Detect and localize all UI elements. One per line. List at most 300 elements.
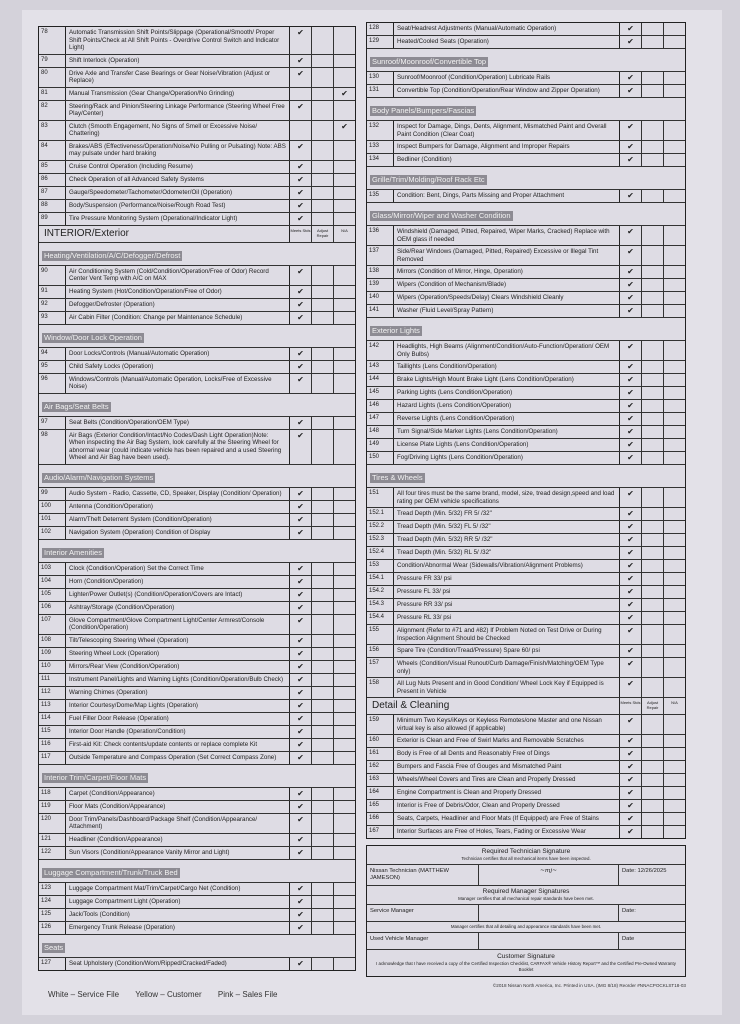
checkbox-na[interactable]	[334, 700, 355, 712]
checkbox-adjust[interactable]	[312, 286, 334, 298]
checkbox-meets[interactable]	[620, 23, 642, 35]
checkbox-na[interactable]	[664, 452, 685, 464]
checkbox-adjust[interactable]	[642, 761, 664, 773]
checkbox-meets[interactable]	[290, 348, 312, 360]
checkbox-adjust[interactable]	[312, 896, 334, 908]
checkbox-na[interactable]	[334, 883, 355, 895]
checkbox-meets[interactable]	[620, 246, 642, 265]
checkbox-meets[interactable]	[290, 417, 312, 429]
checkbox-meets[interactable]	[290, 55, 312, 67]
checkbox-meets[interactable]	[620, 735, 642, 747]
checkbox-meets[interactable]	[290, 299, 312, 311]
checkbox-meets[interactable]	[290, 648, 312, 660]
checkbox-na[interactable]	[664, 715, 685, 734]
checkbox-na[interactable]	[664, 774, 685, 786]
checkbox-meets[interactable]	[290, 430, 312, 464]
checkbox-adjust[interactable]	[642, 36, 664, 48]
checkbox-adjust[interactable]	[642, 266, 664, 278]
checkbox-meets[interactable]	[290, 101, 312, 120]
checkbox-na[interactable]	[664, 246, 685, 265]
checkbox-na[interactable]	[664, 547, 685, 559]
checkbox-meets[interactable]	[290, 635, 312, 647]
checkbox-meets[interactable]	[620, 387, 642, 399]
checkbox-adjust[interactable]	[642, 560, 664, 572]
technician-signature-field[interactable]: ~mj~	[479, 865, 619, 885]
checkbox-adjust[interactable]	[312, 27, 334, 54]
checkbox-adjust[interactable]	[312, 374, 334, 393]
checkbox-adjust[interactable]	[642, 121, 664, 140]
checkbox-na[interactable]	[664, 36, 685, 48]
checkbox-meets[interactable]	[620, 141, 642, 153]
checkbox-meets[interactable]	[620, 72, 642, 84]
checkbox-meets[interactable]	[620, 190, 642, 202]
checkbox-na[interactable]	[334, 430, 355, 464]
checkbox-na[interactable]	[664, 305, 685, 317]
checkbox-na[interactable]	[334, 286, 355, 298]
checkbox-na[interactable]	[664, 23, 685, 35]
checkbox-na[interactable]	[334, 739, 355, 751]
checkbox-adjust[interactable]	[642, 813, 664, 825]
checkbox-adjust[interactable]	[312, 348, 334, 360]
checkbox-meets[interactable]	[290, 615, 312, 634]
checkbox-na[interactable]	[664, 800, 685, 812]
checkbox-meets[interactable]	[290, 713, 312, 725]
checkbox-adjust[interactable]	[312, 847, 334, 859]
checkbox-meets[interactable]	[620, 761, 642, 773]
checkbox-na[interactable]	[334, 576, 355, 588]
checkbox-meets[interactable]	[620, 534, 642, 546]
checkbox-meets[interactable]	[620, 678, 642, 697]
checkbox-na[interactable]	[334, 814, 355, 833]
checkbox-meets[interactable]	[620, 361, 642, 373]
checkbox-adjust[interactable]	[642, 748, 664, 760]
checkbox-adjust[interactable]	[312, 430, 334, 464]
checkbox-meets[interactable]	[620, 439, 642, 451]
checkbox-na[interactable]	[664, 748, 685, 760]
checkbox-adjust[interactable]	[312, 834, 334, 846]
checkbox-adjust[interactable]	[642, 387, 664, 399]
checkbox-meets[interactable]	[620, 400, 642, 412]
checkbox-adjust[interactable]	[642, 374, 664, 386]
checkbox-na[interactable]	[664, 279, 685, 291]
checkbox-adjust[interactable]	[312, 266, 334, 285]
checkbox-adjust[interactable]	[312, 200, 334, 212]
checkbox-na[interactable]	[334, 752, 355, 764]
checkbox-adjust[interactable]	[642, 534, 664, 546]
checkbox-meets[interactable]	[290, 174, 312, 186]
checkbox-meets[interactable]	[620, 774, 642, 786]
checkbox-adjust[interactable]	[312, 648, 334, 660]
checkbox-meets[interactable]	[620, 599, 642, 611]
item-number: 90	[39, 266, 66, 285]
checkbox-na[interactable]	[334, 713, 355, 725]
checkbox-na[interactable]	[334, 801, 355, 813]
checkbox-meets[interactable]	[620, 226, 642, 245]
customer-signature[interactable]	[367, 950, 685, 976]
checkbox-meets[interactable]	[620, 813, 642, 825]
checkbox-na[interactable]	[664, 154, 685, 166]
checkbox-na[interactable]	[664, 625, 685, 644]
checkbox-adjust[interactable]	[312, 88, 334, 100]
checkbox-na[interactable]	[334, 312, 355, 324]
checkbox-adjust[interactable]	[312, 101, 334, 120]
checkbox-meets[interactable]	[290, 896, 312, 908]
checkbox-adjust[interactable]	[312, 602, 334, 614]
checkbox-na[interactable]	[664, 226, 685, 245]
checkbox-na[interactable]	[334, 101, 355, 120]
checkbox-na[interactable]	[664, 508, 685, 520]
checkbox-adjust[interactable]	[312, 700, 334, 712]
checkbox-meets[interactable]	[620, 266, 642, 278]
checkbox-na[interactable]	[334, 615, 355, 634]
checkbox-adjust[interactable]	[312, 958, 334, 970]
checkbox-meets[interactable]	[620, 85, 642, 97]
checkbox-adjust[interactable]	[312, 713, 334, 725]
checkbox-na[interactable]	[664, 426, 685, 438]
checkbox-meets[interactable]	[290, 814, 312, 833]
checkbox-meets[interactable]	[620, 521, 642, 533]
checkbox-na[interactable]	[334, 922, 355, 934]
checkbox-na[interactable]	[334, 501, 355, 513]
checkbox-meets[interactable]	[290, 514, 312, 526]
checkbox-adjust[interactable]	[642, 488, 664, 507]
checkbox-adjust[interactable]	[312, 752, 334, 764]
checkbox-adjust[interactable]	[642, 599, 664, 611]
checkbox-adjust[interactable]	[312, 687, 334, 699]
checkbox-adjust[interactable]	[642, 400, 664, 412]
checkbox-adjust[interactable]	[642, 361, 664, 373]
checkbox-meets[interactable]	[620, 573, 642, 585]
checkbox-na[interactable]	[664, 341, 685, 360]
checkbox-meets[interactable]	[290, 674, 312, 686]
checkbox-na[interactable]	[334, 361, 355, 373]
checkbox-meets[interactable]	[290, 286, 312, 298]
checkbox-adjust[interactable]	[312, 174, 334, 186]
checkbox-meets[interactable]	[290, 563, 312, 575]
checkbox-na[interactable]	[334, 896, 355, 908]
checkbox-na[interactable]	[664, 826, 685, 838]
checkbox-meets[interactable]	[290, 213, 312, 225]
checkbox-adjust[interactable]	[642, 826, 664, 838]
checkbox-na[interactable]	[664, 761, 685, 773]
checkbox-na[interactable]	[334, 213, 355, 225]
checkbox-adjust[interactable]	[312, 187, 334, 199]
checkbox-na[interactable]	[664, 612, 685, 624]
checkbox-meets[interactable]	[620, 625, 642, 644]
checkbox-adjust[interactable]	[312, 488, 334, 500]
check-mark-icon: ✔	[297, 814, 304, 824]
checkbox-meets[interactable]	[620, 826, 642, 838]
checkbox-na[interactable]	[334, 200, 355, 212]
checkbox-adjust[interactable]	[642, 226, 664, 245]
checkbox-na[interactable]	[334, 602, 355, 614]
checkbox-na[interactable]	[334, 161, 355, 173]
checkbox-adjust[interactable]	[312, 68, 334, 87]
checkbox-adjust[interactable]	[642, 547, 664, 559]
checkbox-adjust[interactable]	[312, 514, 334, 526]
checkbox-na[interactable]	[334, 488, 355, 500]
checkbox-na[interactable]	[334, 348, 355, 360]
checkbox-na[interactable]	[334, 687, 355, 699]
checkbox-na[interactable]	[334, 68, 355, 87]
checkbox-adjust[interactable]	[642, 658, 664, 677]
checkbox-meets[interactable]	[290, 909, 312, 921]
checkbox-adjust[interactable]	[312, 141, 334, 160]
checkbox-meets[interactable]	[620, 426, 642, 438]
checkbox-meets[interactable]	[290, 752, 312, 764]
checkbox-na[interactable]	[664, 787, 685, 799]
checkbox-na[interactable]	[664, 121, 685, 140]
checkbox-adjust[interactable]	[312, 814, 334, 833]
checkbox-na[interactable]	[664, 266, 685, 278]
checkbox-meets[interactable]	[620, 154, 642, 166]
checkbox-meets[interactable]	[290, 661, 312, 673]
checkbox-meets[interactable]	[620, 560, 642, 572]
checkbox-adjust[interactable]	[642, 341, 664, 360]
checkbox-meets[interactable]	[290, 958, 312, 970]
checkbox-na[interactable]	[664, 560, 685, 572]
checkbox-adjust[interactable]	[312, 417, 334, 429]
checkbox-adjust[interactable]	[642, 190, 664, 202]
checkbox-adjust[interactable]	[312, 55, 334, 67]
checkbox-meets[interactable]	[290, 602, 312, 614]
checkbox-meets[interactable]	[620, 452, 642, 464]
checkbox-adjust[interactable]	[642, 715, 664, 734]
checkbox-na[interactable]	[664, 292, 685, 304]
used-vehicle-manager-date[interactable]: Date	[622, 936, 635, 942]
checkbox-meets[interactable]	[620, 305, 642, 317]
checkbox-na[interactable]	[334, 141, 355, 160]
checkbox-meets[interactable]	[290, 788, 312, 800]
checkbox-meets[interactable]	[290, 589, 312, 601]
checkbox-meets[interactable]	[290, 700, 312, 712]
checkbox-meets[interactable]	[290, 726, 312, 738]
checkbox-na[interactable]	[334, 958, 355, 970]
checkbox-adjust[interactable]	[642, 141, 664, 153]
checkbox-meets[interactable]	[620, 341, 642, 360]
checkbox-meets[interactable]	[290, 883, 312, 895]
checkbox-adjust[interactable]	[312, 922, 334, 934]
checkbox-adjust[interactable]	[312, 299, 334, 311]
checkbox-na[interactable]	[664, 361, 685, 373]
checkbox-na[interactable]	[664, 521, 685, 533]
checkbox-na[interactable]	[334, 661, 355, 673]
checkbox-adjust[interactable]	[312, 801, 334, 813]
checkbox-adjust[interactable]	[642, 573, 664, 585]
checkbox-na[interactable]	[664, 413, 685, 425]
checkbox-adjust[interactable]	[642, 774, 664, 786]
checkbox-na[interactable]	[334, 121, 355, 140]
checkbox-adjust[interactable]	[312, 563, 334, 575]
checkbox-meets[interactable]	[290, 68, 312, 87]
checkbox-na[interactable]	[664, 573, 685, 585]
checkbox-na[interactable]	[664, 72, 685, 84]
checkbox-meets[interactable]	[620, 612, 642, 624]
used-vehicle-manager-signature-field[interactable]	[479, 933, 619, 949]
checkbox-na[interactable]	[664, 141, 685, 153]
checkbox-meets[interactable]	[290, 121, 312, 140]
checkbox-meets[interactable]	[290, 187, 312, 199]
checkbox-na[interactable]	[334, 88, 355, 100]
checkbox-adjust[interactable]	[642, 586, 664, 598]
checkbox-adjust[interactable]	[642, 800, 664, 812]
checkbox-adjust[interactable]	[312, 501, 334, 513]
checkbox-meets[interactable]	[290, 576, 312, 588]
checkbox-adjust[interactable]	[312, 589, 334, 601]
checkbox-meets[interactable]	[290, 922, 312, 934]
checkbox-adjust[interactable]	[312, 661, 334, 673]
checkbox-meets[interactable]	[620, 121, 642, 140]
checkbox-na[interactable]	[334, 674, 355, 686]
checkbox-na[interactable]	[334, 174, 355, 186]
checkbox-adjust[interactable]	[642, 787, 664, 799]
checkbox-adjust[interactable]	[312, 739, 334, 751]
checkbox-na[interactable]	[664, 439, 685, 451]
checkbox-adjust[interactable]	[312, 909, 334, 921]
checkbox-adjust[interactable]	[642, 279, 664, 291]
checkbox-meets[interactable]	[290, 141, 312, 160]
checkbox-na[interactable]	[334, 417, 355, 429]
checkbox-adjust[interactable]	[312, 615, 334, 634]
checkbox-na[interactable]	[664, 534, 685, 546]
checkbox-meets[interactable]	[620, 547, 642, 559]
checkbox-adjust[interactable]	[312, 527, 334, 539]
technician-date[interactable]: Date: 12/26/2025	[622, 868, 667, 874]
checkbox-meets[interactable]	[620, 36, 642, 48]
checkbox-na[interactable]	[334, 788, 355, 800]
checkbox-na[interactable]	[334, 847, 355, 859]
checkbox-na[interactable]	[334, 374, 355, 393]
checkbox-adjust[interactable]	[642, 413, 664, 425]
checkbox-meets[interactable]	[620, 715, 642, 734]
checkbox-adjust[interactable]	[312, 726, 334, 738]
checkbox-meets[interactable]	[620, 800, 642, 812]
checkbox-adjust[interactable]	[642, 23, 664, 35]
checkbox-na[interactable]	[334, 589, 355, 601]
checkbox-meets[interactable]	[620, 508, 642, 520]
checkbox-meets[interactable]	[290, 501, 312, 513]
checkbox-adjust[interactable]	[312, 361, 334, 373]
checkbox-adjust[interactable]	[642, 612, 664, 624]
item-description: Minimum Two Keys/iKeys or Keyless Remotes/one Master and one Nissan virtual key is also allowed (if applicable)	[394, 715, 620, 734]
checkbox-na[interactable]	[664, 735, 685, 747]
checkbox-na[interactable]	[334, 648, 355, 660]
checkbox-meets[interactable]	[620, 488, 642, 507]
checkbox-meets[interactable]	[290, 847, 312, 859]
checkbox-na[interactable]	[664, 658, 685, 677]
checkbox-na[interactable]	[664, 488, 685, 507]
checkbox-adjust[interactable]	[642, 625, 664, 644]
checkbox-na[interactable]	[334, 834, 355, 846]
checkbox-meets[interactable]	[620, 658, 642, 677]
checkbox-na[interactable]	[334, 266, 355, 285]
checkbox-adjust[interactable]	[642, 72, 664, 84]
checkbox-na[interactable]	[664, 374, 685, 386]
checkbox-na[interactable]	[664, 400, 685, 412]
checkbox-adjust[interactable]	[642, 452, 664, 464]
checkbox-na[interactable]	[334, 27, 355, 54]
checkbox-na[interactable]	[334, 187, 355, 199]
checkbox-adjust[interactable]	[642, 154, 664, 166]
checkbox-meets[interactable]	[290, 88, 312, 100]
checkbox-meets[interactable]	[290, 361, 312, 373]
checkbox-na[interactable]	[664, 586, 685, 598]
checkbox-adjust[interactable]	[642, 85, 664, 97]
checkbox-adjust[interactable]	[312, 788, 334, 800]
checkbox-adjust[interactable]	[642, 678, 664, 697]
checkbox-adjust[interactable]	[642, 439, 664, 451]
checkbox-na[interactable]	[664, 387, 685, 399]
checkbox-meets[interactable]	[290, 488, 312, 500]
checkbox-meets[interactable]	[290, 200, 312, 212]
checkbox-meets[interactable]	[620, 748, 642, 760]
checkbox-na[interactable]	[664, 813, 685, 825]
checkbox-na[interactable]	[334, 514, 355, 526]
checkbox-adjust[interactable]	[642, 292, 664, 304]
checkbox-na[interactable]	[664, 599, 685, 611]
checkbox-na[interactable]	[664, 190, 685, 202]
checkbox-meets[interactable]	[620, 413, 642, 425]
checkbox-adjust[interactable]	[642, 305, 664, 317]
checkbox-adjust[interactable]	[642, 735, 664, 747]
checkbox-adjust[interactable]	[642, 508, 664, 520]
checkbox-na[interactable]	[334, 299, 355, 311]
checkbox-na[interactable]	[334, 563, 355, 575]
checkbox-na[interactable]	[664, 85, 685, 97]
checkbox-adjust[interactable]	[642, 521, 664, 533]
checkbox-na[interactable]	[664, 645, 685, 657]
checkbox-adjust[interactable]	[312, 161, 334, 173]
checkbox-meets[interactable]	[290, 687, 312, 699]
checklist-row	[367, 787, 685, 800]
checkbox-meets[interactable]	[620, 279, 642, 291]
checkbox-adjust[interactable]	[312, 576, 334, 588]
checkbox-adjust[interactable]	[642, 246, 664, 265]
service-manager-signature-field[interactable]	[479, 905, 619, 921]
checkbox-na[interactable]	[334, 635, 355, 647]
checkbox-adjust[interactable]	[312, 121, 334, 140]
checkbox-meets[interactable]	[620, 787, 642, 799]
checkbox-meets[interactable]	[620, 645, 642, 657]
checkbox-meets[interactable]	[290, 739, 312, 751]
checkbox-meets[interactable]	[290, 161, 312, 173]
check-mark-icon: ✔	[627, 679, 634, 688]
checkbox-na[interactable]	[334, 527, 355, 539]
checkbox-adjust[interactable]	[642, 426, 664, 438]
checkbox-meets[interactable]	[290, 27, 312, 54]
checkbox-meets[interactable]	[620, 292, 642, 304]
checkbox-na[interactable]	[664, 678, 685, 697]
checkbox-meets[interactable]	[620, 374, 642, 386]
checkbox-adjust[interactable]	[312, 213, 334, 225]
checkbox-meets[interactable]	[290, 312, 312, 324]
checkbox-adjust[interactable]	[642, 645, 664, 657]
checkbox-meets[interactable]	[290, 374, 312, 393]
checkbox-adjust[interactable]	[312, 883, 334, 895]
checkbox-meets[interactable]	[290, 801, 312, 813]
service-manager-date[interactable]: Date:	[622, 908, 636, 914]
checkbox-meets[interactable]	[290, 266, 312, 285]
checkbox-meets[interactable]	[620, 586, 642, 598]
checkbox-na[interactable]	[334, 726, 355, 738]
checkbox-na[interactable]	[334, 909, 355, 921]
checkbox-meets[interactable]	[290, 834, 312, 846]
checkbox-adjust[interactable]	[312, 674, 334, 686]
checkbox-adjust[interactable]	[312, 635, 334, 647]
checkbox-meets[interactable]	[290, 527, 312, 539]
checkbox-na[interactable]	[334, 55, 355, 67]
checkbox-adjust[interactable]	[312, 312, 334, 324]
